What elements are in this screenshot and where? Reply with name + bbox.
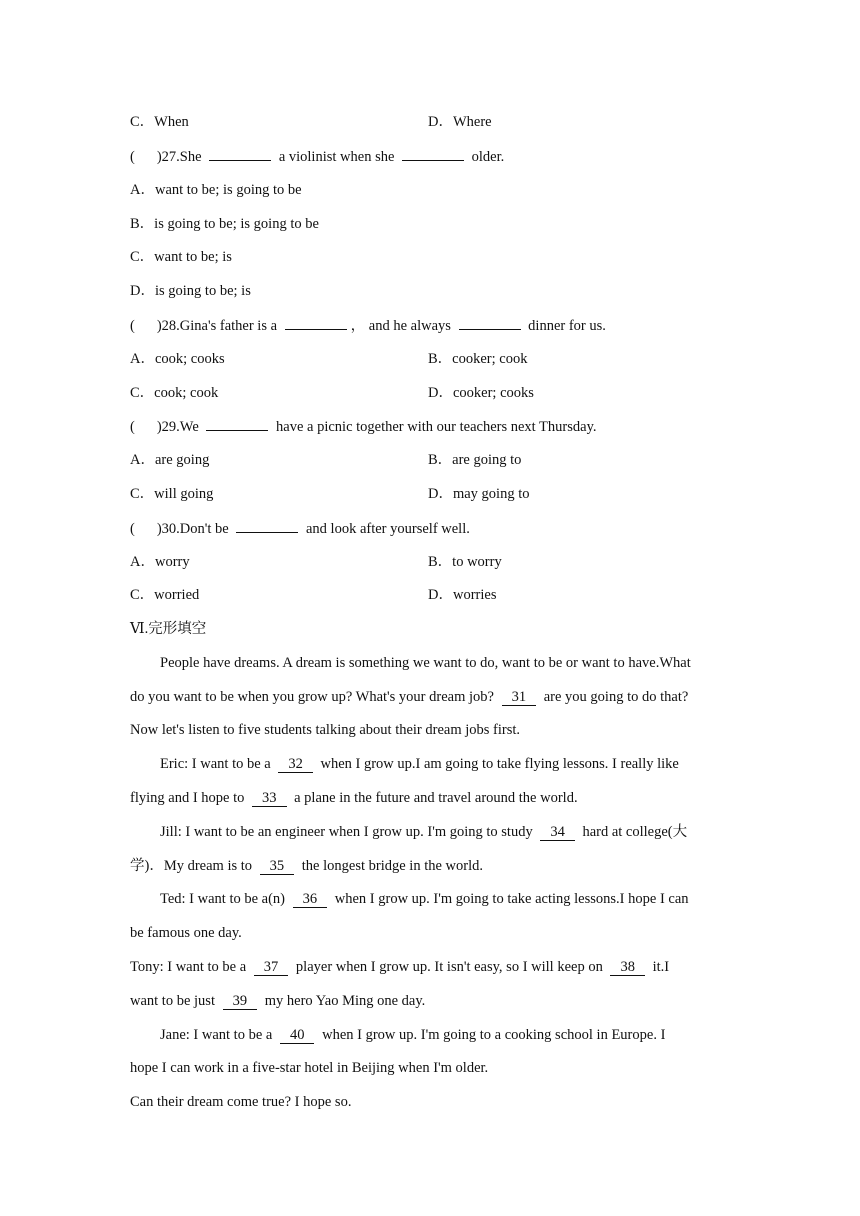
q28-stem — [130, 315, 606, 336]
q27-stem — [130, 146, 504, 167]
q27-number: )27.She — [156, 149, 202, 165]
blank-31[interactable]: 31 — [502, 689, 537, 706]
passage-jane-2: hope I can work in a five-star hotel in Beijing when I'm older. — [130, 1060, 489, 1076]
q29-option-a: A．are going — [130, 452, 210, 468]
q30-option-a: A．worry — [130, 554, 190, 570]
passage-text: when I grow up.I am going to take flying lessons. I really like — [320, 756, 679, 772]
passage-text: Jill: I want to be an engineer when I grow up. I'm going to study — [160, 824, 533, 840]
q28-option-b: B．cooker; cook — [428, 351, 528, 367]
passage-closing: Can their dream come true? I hope so. — [130, 1094, 352, 1110]
passage-ted-2: be famous one day. — [130, 925, 242, 941]
passage-text: player when I grow up. It isn't easy, so I will keep on — [295, 959, 603, 975]
passage-text: do you want to be when you grow up? What's your dream job? — [130, 689, 494, 705]
passage-jill-2 — [130, 856, 483, 876]
q29-option-c: C．will going — [130, 486, 214, 502]
q29-paren: ( — [130, 419, 135, 435]
blank-32[interactable]: 32 — [278, 756, 313, 773]
q27-option-a: A．want to be; is going to be — [130, 182, 302, 198]
passage-text: it.I — [652, 959, 670, 975]
passage-text: when I grow up. I'm going to a cooking school in Europe. I — [322, 1027, 666, 1043]
q29-blank[interactable] — [206, 416, 268, 431]
q28-option-d: D．cooker; cooks — [428, 385, 534, 401]
q28-number: )28.Gina's father is a — [156, 318, 278, 334]
q28-mid: ， and he always — [350, 318, 451, 334]
passage-jane-1 — [160, 1025, 665, 1045]
blank-35[interactable]: 35 — [260, 858, 295, 875]
blank-36[interactable]: 36 — [293, 891, 328, 908]
blank-39[interactable]: 39 — [223, 993, 258, 1010]
passage-eric-2 — [130, 788, 578, 808]
q30-paren: ( — [130, 521, 135, 537]
passage-text: 学)．My dream is to — [130, 858, 253, 874]
q30-number: )30.Don't be — [156, 521, 229, 537]
q27-end: older. — [471, 149, 505, 165]
q30-stem — [130, 518, 470, 539]
passage-text: my hero Yao Ming one day. — [264, 993, 426, 1009]
q27-paren: ( — [130, 149, 135, 165]
q30-option-c: C．worried — [130, 587, 200, 603]
blank-33[interactable]: 33 — [252, 790, 287, 807]
q28-option-a: A．cook; cooks — [130, 351, 225, 367]
passage-line-2 — [130, 687, 688, 707]
passage-text: a plane in the future and travel around the world. — [294, 790, 578, 806]
blank-34[interactable]: 34 — [540, 824, 575, 841]
q27-mid: a violinist when she — [278, 149, 395, 165]
passage-text: Tony: I want to be a — [130, 959, 247, 975]
passage-text: Eric: I want to be a — [160, 756, 271, 772]
passage-jill-1 — [160, 822, 687, 842]
q29-stem — [130, 416, 597, 437]
passage-tony-1 — [130, 957, 669, 977]
q28-end: dinner for us. — [528, 318, 606, 334]
passage-text: want to be just — [130, 993, 215, 1009]
passage-ted-1 — [160, 889, 689, 909]
q27-blank-1[interactable] — [209, 146, 271, 161]
q30-option-b: B．to worry — [428, 554, 502, 570]
passage-text: when I grow up. I'm going to take acting lessons.I hope I can — [334, 891, 689, 907]
q26-option-d: D．Where — [428, 114, 492, 130]
blank-40[interactable]: 40 — [280, 1027, 315, 1044]
q30-end: and look after yourself well. — [305, 521, 470, 537]
q28-blank-1[interactable] — [285, 315, 347, 330]
passage-eric-1 — [160, 754, 679, 774]
passage-text: flying and I hope to — [130, 790, 245, 806]
passage-text: Jane: I want to be a — [160, 1027, 273, 1043]
q30-blank[interactable] — [236, 518, 298, 533]
passage-text: the longest bridge in the world. — [301, 858, 483, 874]
q29-option-d: D．may going to — [428, 486, 530, 502]
q29-end: have a picnic together with our teachers next Thursday. — [276, 419, 597, 435]
q28-blank-2[interactable] — [459, 315, 521, 330]
q27-blank-2[interactable] — [402, 146, 464, 161]
q27-option-b: B．is going to be; is going to be — [130, 216, 319, 232]
q28-option-c: C．cook; cook — [130, 385, 219, 401]
passage-line-1: People have dreams. A dream is something we want to do, want to be or want to have.What — [160, 655, 691, 671]
q30-option-d: D．worries — [428, 587, 497, 603]
passage-text: are you going to do that? — [543, 689, 689, 705]
passage-tony-2 — [130, 991, 425, 1011]
q29-option-b: B．are going to — [428, 452, 522, 468]
q27-option-c: C．want to be; is — [130, 249, 232, 265]
blank-38[interactable]: 38 — [610, 959, 645, 976]
passage-line-3: Now let's listen to five students talking about their dream jobs first. — [130, 722, 521, 738]
passage-text: hard at college(大 — [582, 824, 688, 840]
q29-number: )29.We — [156, 419, 199, 435]
blank-37[interactable]: 37 — [254, 959, 289, 976]
passage-text: Ted: I want to be a(n) — [160, 891, 286, 907]
q28-paren: ( — [130, 318, 135, 334]
q27-option-d: D．is going to be; is — [130, 283, 251, 299]
section-title: Ⅵ.完形填空 — [130, 621, 207, 637]
q26-option-c: C．When — [130, 114, 189, 130]
